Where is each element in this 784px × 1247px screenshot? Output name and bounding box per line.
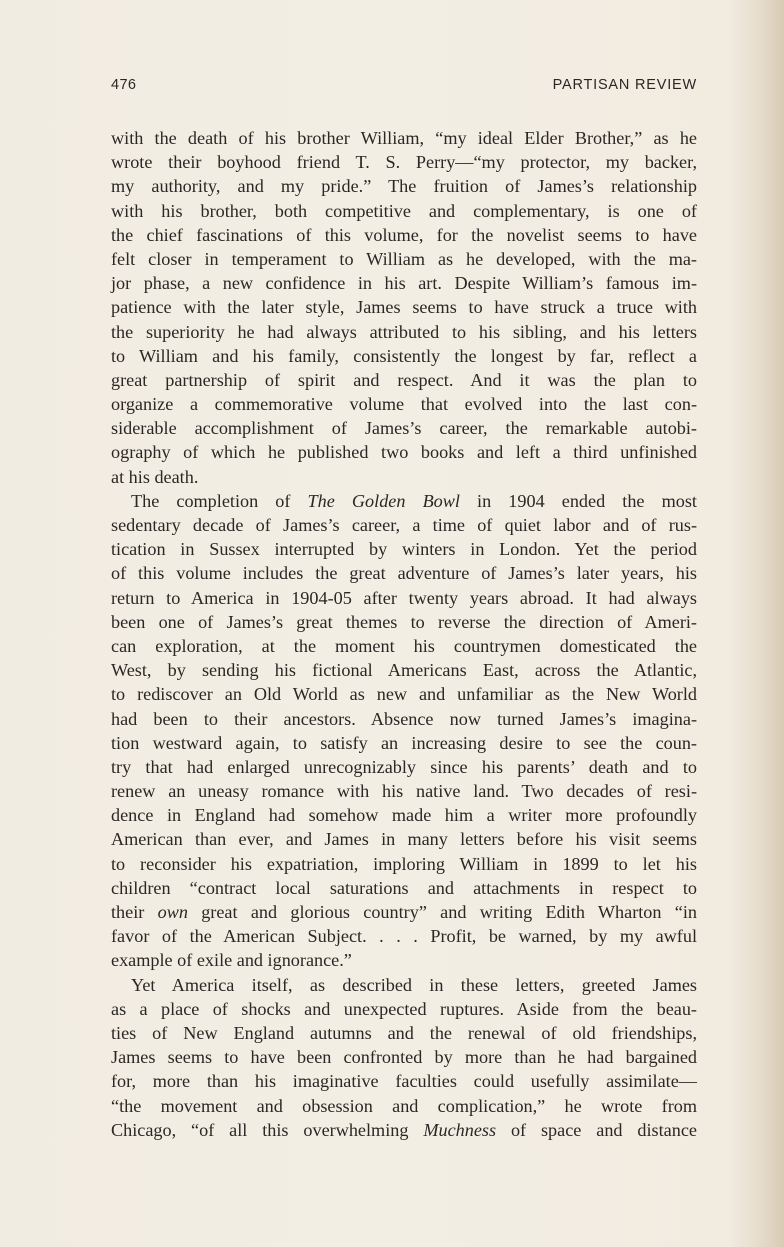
text-line: the chief fascinations of this volume, for the novelist seems to have xyxy=(111,224,697,245)
page-number: 476 xyxy=(111,77,137,93)
text-line: favor of the American Subject. . . . Profit, be warned, by my awful xyxy=(111,926,697,947)
text-line: Yet America itself, as described in these letters, greeted James xyxy=(131,974,697,995)
text-line: jor phase, a new confidence in his art. Despite William’s famous im- xyxy=(111,273,697,294)
text-line: dence in England had somehow made him a writer more profoundly xyxy=(111,805,697,826)
emphasis: own xyxy=(157,902,188,922)
text-line: “the movement and obsession and complication,” he wrote from xyxy=(111,1095,697,1116)
text-line: been one of James’s great themes to reverse the direction of Ameri- xyxy=(111,611,697,632)
text-line: as a place of shocks and unexpected ruptures. Aside from the beau- xyxy=(111,998,697,1019)
text-line: at his death. xyxy=(111,466,199,487)
text-line: sedentary decade of James’s career, a time of quiet labor and of rus- xyxy=(111,515,697,535)
running-head xyxy=(111,77,697,97)
text-line: to reconsider his expatriation, imploring William in 1899 to let his xyxy=(111,853,697,874)
text-run: their xyxy=(111,902,158,922)
text-line: James seems to have been confronted by more than he had bargained xyxy=(111,1047,697,1068)
text-line: West, by sending his fictional Americans East, across the Atlantic, xyxy=(111,660,697,681)
text-line: with his brother, both competitive and complementary, is one of xyxy=(111,200,697,221)
text-line: with the death of his brother William, “my ideal Elder Brother,” as he xyxy=(111,128,697,148)
text-line: to William and his family, consistently the longest by far, reflect a xyxy=(111,345,697,366)
text-run: The completion of xyxy=(131,490,308,511)
text-line xyxy=(111,489,697,513)
text-line xyxy=(111,900,697,924)
text-line: organize a commemorative volume that evolved into the last con- xyxy=(111,394,697,415)
text-line xyxy=(111,1118,697,1142)
text-line: children “contract local saturations and attachments in respect to xyxy=(111,877,697,898)
text-line: renew an uneasy romance with his native land. Two decades of resi- xyxy=(111,781,697,802)
paragraph-1 xyxy=(111,126,697,489)
text-line: example of exile and ignorance.” xyxy=(111,950,352,971)
text-line: wrote their boyhood friend T. S. Perry—“my protector, my backer, xyxy=(111,152,697,173)
text-line: can exploration, at the moment his countrymen domesticated the xyxy=(111,635,697,656)
text-line: the superiority he had always attributed to his sibling, and his letters xyxy=(111,321,697,342)
text-run: in 1904 ended the most xyxy=(459,490,697,511)
text-line: return to America in 1904-05 after twenty years abroad. It had always xyxy=(111,587,697,608)
text-line: of this volume includes the great adventure of James’s later years, his xyxy=(111,563,697,584)
text-line: felt closer in temperament to William as he developed, with the ma- xyxy=(111,248,697,269)
text-line: had been to their ancestors. Absence now turned James’s imagina- xyxy=(111,708,697,729)
book-title: The Golden Bowl xyxy=(307,490,460,511)
text-line: siderable accomplishment of James’s career, the remarkable autobi- xyxy=(111,418,697,439)
body-text xyxy=(111,126,697,1142)
paragraph-2 xyxy=(111,489,697,973)
text-line: my authority, and my pride.” The fruition of James’s relationship xyxy=(111,176,697,197)
paragraph-3 xyxy=(111,973,697,1142)
journal-title: PARTISAN REVIEW xyxy=(552,77,697,93)
text-line: American than ever, and James in many letters before his visit seems xyxy=(111,829,697,850)
text-line: ography of which he published two books and left a third unfinished xyxy=(111,442,697,463)
text-run: great and glorious country” and writing Edith Wharton “in xyxy=(187,902,697,922)
text-line: patience with the later style, James seems to have struck a truce with xyxy=(111,297,697,318)
text-line: for, more than his imaginative faculties could usefully assimilate— xyxy=(111,1071,697,1092)
text-line: ties of New England autumns and the renewal of old friendships, xyxy=(111,1022,697,1043)
text-line: tication in Sussex interrupted by winters in London. Yet the period xyxy=(111,539,697,560)
text-line: to rediscover an Old World as new and unfamiliar as the New World xyxy=(111,684,697,705)
emphasis: Muchness xyxy=(423,1119,497,1140)
text-run: of space and distance xyxy=(496,1119,697,1140)
text-line: try that had enlarged unrecognizably since his parents’ death and to xyxy=(111,756,697,777)
text-line: great partnership of spirit and respect. And it was the plan to xyxy=(111,369,697,390)
text-run: Chicago, “of all this overwhelming xyxy=(111,1119,424,1140)
text-line: tion westward again, to satisfy an increasing desire to see the coun- xyxy=(111,732,697,753)
